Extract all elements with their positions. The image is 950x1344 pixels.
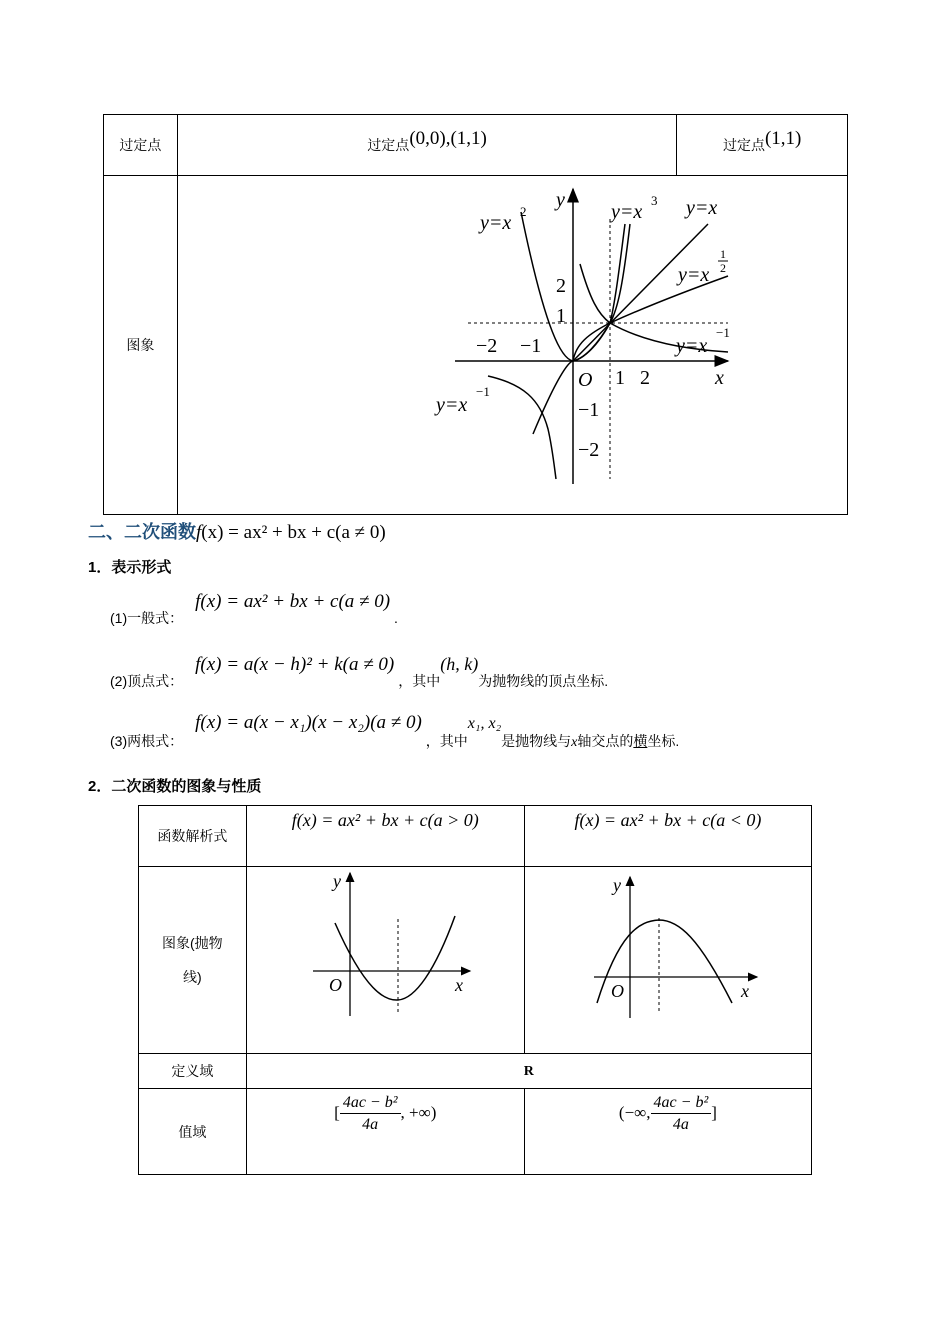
power-graph-cell <box>177 176 847 515</box>
tick-x-1: 1 <box>614 367 625 389</box>
section-heading-fx: f <box>196 522 202 543</box>
range-positive-numerator: 4ac − b² <box>340 1093 401 1114</box>
range-negative-denominator: 4a <box>672 1116 689 1133</box>
fixed-point-prefix-2: 过定点 <box>722 137 765 153</box>
label-curve-inv-left: y=x <box>435 394 468 416</box>
roots-form-tail-u: 横 <box>633 733 648 749</box>
expression-cell-positive <box>246 806 524 867</box>
label-curve-x-cubed-exp: 3 <box>650 193 658 208</box>
parabola-down-graph <box>589 873 764 1023</box>
label-curve-x-cubed: y=x <box>610 201 643 223</box>
roots-form-formula: f(x) = a(x − x₁)(x − x₂)(a ≠ 0) <box>195 712 422 733</box>
roots-form-tail-a: 是抛物线与 <box>501 733 572 749</box>
graph-label: 图象 <box>126 337 155 353</box>
general-form-tail: . <box>394 610 398 626</box>
quadratic-properties-table <box>138 805 812 1175</box>
curve-x-inverse-left <box>488 376 556 479</box>
label-curve-x-half-den: 2 <box>719 261 726 275</box>
power-function-graph <box>428 184 758 489</box>
label-y-axis: y <box>555 189 565 211</box>
parabola-down-cell <box>524 867 811 1054</box>
tick-y-1: 1 <box>555 305 566 327</box>
parabola-up-x-label: x <box>454 975 463 995</box>
range-cell-negative <box>524 1089 811 1175</box>
row-label-expression <box>139 806 247 867</box>
roots-form-row <box>110 712 680 750</box>
row-label-fixed-point <box>104 115 178 176</box>
fixed-point-label: 过定点 <box>119 137 162 153</box>
general-form-label: (1)一般式： <box>110 610 184 626</box>
roots-form-label: (3)两根式： <box>110 733 184 749</box>
roots-form-tail-b: 轴交点的 <box>577 733 634 749</box>
roots-form-mid: ，其中 <box>425 733 468 749</box>
tick-y-neg1: −1 <box>577 399 600 421</box>
label-curve-x-half-num: 1 <box>719 247 726 261</box>
range-cell-positive <box>246 1089 524 1175</box>
label-curve-x-half: y=x <box>677 264 710 286</box>
section-heading <box>88 518 386 544</box>
tick-x-neg2: −2 <box>475 335 498 357</box>
range-label: 值域 <box>178 1123 207 1140</box>
row-label-parabola <box>139 867 247 1054</box>
tick-y-2: 2 <box>555 275 566 297</box>
fixed-point-values-2: (1,1) <box>764 128 802 149</box>
roots-form-tail-c: 坐标. <box>647 733 680 749</box>
expression-label: 函数解析式 <box>157 828 228 844</box>
row-label-domain <box>139 1054 247 1089</box>
fixed-point-values-1: (0,0),(1,1) <box>409 128 487 149</box>
expression-positive: f(x) = ax² + bx + c(a > 0) <box>291 810 479 830</box>
range-positive-open: [ <box>334 1103 340 1123</box>
item1-title: 1．表示形式 <box>88 559 172 576</box>
tick-x-2: 2 <box>639 367 650 389</box>
label-curve-inv-right-exp: −1 <box>715 325 730 340</box>
vertex-form-tail: 为抛物线的顶点坐标. <box>478 673 609 689</box>
label-origin: O <box>577 369 593 391</box>
vertex-form-label: (2)顶点式： <box>110 673 184 689</box>
fixed-point-cell-1 <box>177 115 677 176</box>
fixed-point-cell-2 <box>677 115 848 176</box>
range-negative-close: ] <box>711 1103 717 1123</box>
general-form-row <box>110 591 398 626</box>
item2-title: 2．二次函数的图象与性质 <box>88 778 262 795</box>
row-label-graph <box>104 176 178 515</box>
general-form-formula: f(x) = ax² + bx + c(a ≠ 0) <box>195 591 391 612</box>
roots-form-tail-x: x <box>571 735 578 750</box>
parabola-label-line2: 线) <box>183 969 202 985</box>
label-curve-inv-left-exp: −1 <box>475 384 490 399</box>
range-negative-numerator: 4ac − b² <box>651 1093 712 1114</box>
label-curve-x-squared-exp: 2 <box>519 204 527 219</box>
label-x-axis: x <box>714 367 724 389</box>
vertex-form-row <box>110 654 609 689</box>
range-positive-close: , +∞) <box>400 1103 437 1123</box>
expression-negative: f(x) = ax² + bx + c(a < 0) <box>574 810 762 830</box>
tick-y-neg2: −2 <box>577 439 600 461</box>
range-negative-open: (−∞, <box>618 1103 651 1123</box>
section-heading-formula: (x) = ax² + bx + c(a ≠ 0) <box>201 522 386 543</box>
vertex-form-mid: ，其中 <box>398 673 441 689</box>
label-curve-x-squared: y=x <box>479 212 512 234</box>
tick-x-neg1: −1 <box>519 335 542 357</box>
section-heading-text: 二、二次函数 <box>88 522 196 542</box>
power-function-table <box>103 114 848 515</box>
parabola-up-origin-label: O <box>328 975 342 995</box>
vertex-form-formula: f(x) = a(x − h)² + k(a ≠ 0) <box>195 654 395 675</box>
label-curve-inv-right: y=x <box>675 335 708 357</box>
parabola-down-x-label: x <box>740 981 749 1001</box>
parabola-down-origin-label: O <box>610 981 624 1001</box>
domain-value: R <box>523 1064 534 1079</box>
parabola-up-y-label: y <box>332 871 341 891</box>
fixed-point-prefix-1: 过定点 <box>367 137 410 153</box>
parabola-down-y-label: y <box>612 875 621 895</box>
label-curve-x-linear: y=x <box>685 197 718 219</box>
parabola-label-line1: 图象(抛物 <box>162 935 223 951</box>
parabola-up-curve <box>335 916 455 1000</box>
vertex-form-param: (h, k) <box>440 654 479 674</box>
expression-cell-negative <box>524 806 811 867</box>
row-label-range <box>139 1089 247 1175</box>
parabola-up-graph <box>305 871 475 1021</box>
domain-label: 定义域 <box>171 1063 214 1079</box>
domain-value-cell <box>246 1054 811 1089</box>
roots-form-param: x₁, x₂ <box>467 715 502 732</box>
parabola-up-cell <box>246 867 524 1054</box>
range-positive-denominator: 4a <box>362 1116 379 1133</box>
